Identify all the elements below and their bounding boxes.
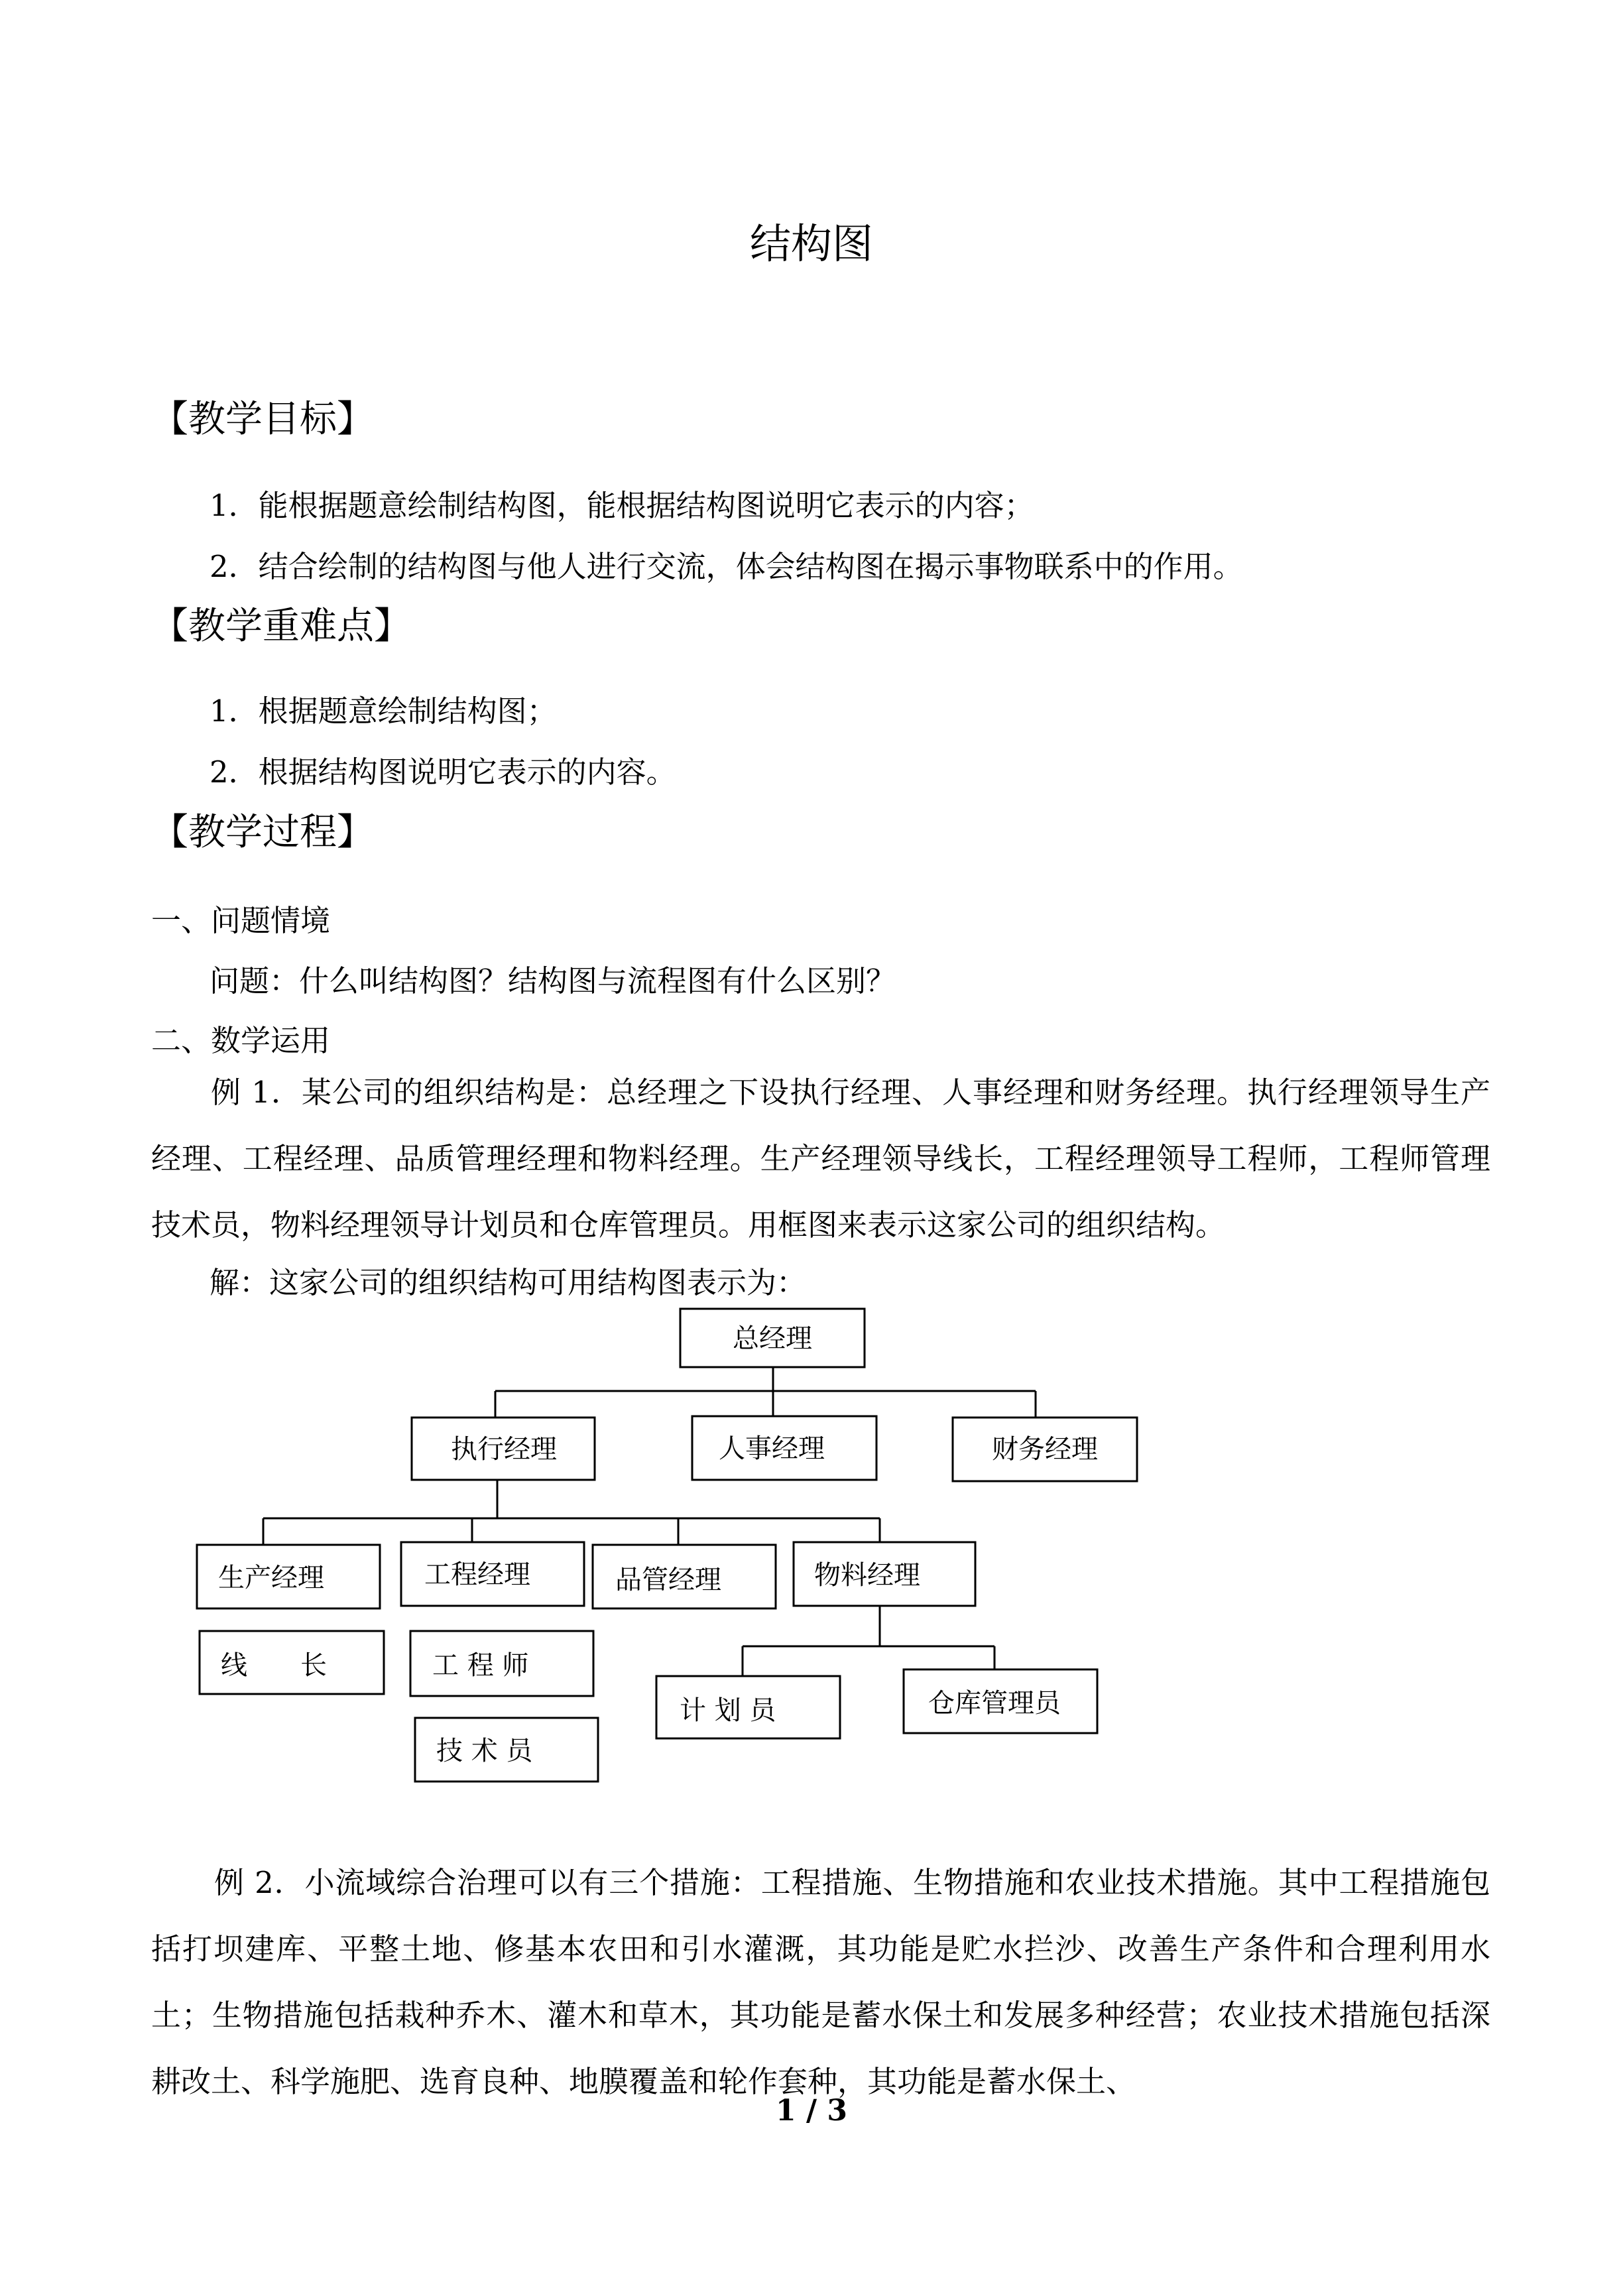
key-point-item-2: 2．根据结构图说明它表示的内容。: [210, 755, 676, 790]
org-node-label: 仓库管理员: [928, 1688, 1061, 1719]
connector-lines: [263, 1367, 1036, 1676]
page-title: 结构图: [749, 219, 873, 268]
org-node-label: 人事经理: [719, 1433, 825, 1464]
heading-key-points: 【教学重难点】: [151, 605, 411, 648]
org-node-line-leader: [200, 1631, 384, 1694]
part2-title: 二、数学运用: [151, 1023, 331, 1058]
org-node-technician: [415, 1718, 598, 1782]
org-node-label: 总经理: [733, 1323, 812, 1354]
org-node-finance: [953, 1418, 1137, 1481]
org-node-label: 技 术 员: [436, 1736, 533, 1766]
example2-text: 例 2．小流域综合治理可以有三个措施：工程措施、生物措施和农业技术措施。其中工程措施包括打坝建库、平整土地、修基本农田和引水灌溉，其功能是贮水拦沙、改善生产条件和合理利用水土；生物措施包括栽种乔木、灌木和草木，其功能是蓄水保土和发展多种经营；农业技术措施包括深耕改土、科学施肥、选育良种、地膜覆盖和轮作套种，其功能是蓄水保土、: [151, 1865, 1490, 2099]
question-text: 问题：什么叫结构图？结构图与流程图有什么区别？: [210, 963, 896, 998]
org-node-label: 财务经理: [992, 1434, 1098, 1465]
org-node-production: [197, 1545, 380, 1608]
goal-item-2: 2．结合绘制的结构图与他人进行交流，体会结构图在揭示事物联系中的作用。: [210, 549, 1243, 584]
org-node-ceo: [680, 1309, 865, 1367]
org-node-label: 生产经理: [218, 1563, 324, 1593]
solution-text: 解：这家公司的组织结构可用结构图表示为：: [210, 1265, 807, 1300]
goal-item-1: 1．能根据题意绘制结构图，能根据结构图说明它表示的内容；: [210, 488, 1034, 523]
heading-teaching-goals: 【教学目标】: [151, 398, 374, 441]
org-node-label: 物料经理: [814, 1560, 920, 1591]
org-node-materials: [794, 1542, 975, 1606]
part1-title: 一、问题情境: [151, 903, 331, 938]
org-node-warehouse: [904, 1669, 1097, 1733]
org-node-label: 品管经理: [615, 1565, 721, 1595]
org-node-executive: [412, 1418, 595, 1480]
org-node-label: 计 划 员: [680, 1695, 776, 1726]
org-node-label: 工程经理: [424, 1559, 530, 1590]
org-node-engineering: [401, 1542, 584, 1606]
org-node-planner: [656, 1676, 840, 1738]
org-node-engineer: [410, 1631, 593, 1696]
org-node-label: 线 长: [221, 1650, 327, 1681]
org-node-quality: [593, 1545, 776, 1608]
org-node-label: 工 程 师: [432, 1650, 529, 1681]
heading-teaching-process: 【教学过程】: [151, 811, 374, 854]
example1-text: 例 1．某公司的组织结构是：总经理之下设执行经理、人事经理和财务经理。执行经理领导生产经理、工程经理、品质管理经理和物料经理。生产经理领导线长，工程经理领导工程师，工程师管理技术员，物料经理领导计划员和仓库管理员。用框图来表示这家公司的组织结构。: [151, 1075, 1490, 1242]
org-node-label: 执行经理: [451, 1434, 557, 1465]
org-node-hr: [692, 1416, 876, 1480]
key-point-item-1: 1．根据题意绘制结构图；: [210, 694, 557, 729]
page-number: 1 / 3: [776, 2094, 847, 2128]
